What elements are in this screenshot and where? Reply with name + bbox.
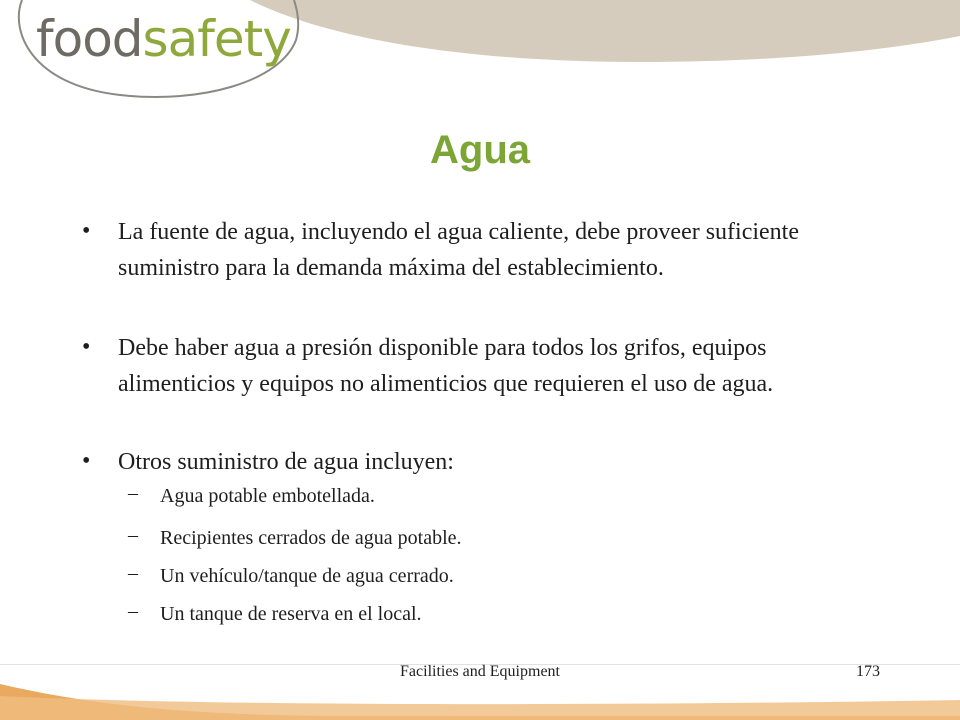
header-tan-swoosh bbox=[250, 0, 960, 62]
bullet-item: Debe haber agua a presión disponible para todos los grifos, equipos alimenticios y equipos no alimenticios que requieren el uso de agua. bbox=[118, 335, 774, 397]
sub-bullet-marker: – bbox=[128, 600, 138, 622]
sub-bullet-item: Un vehículo/tanque de agua cerrado. bbox=[160, 565, 454, 587]
bullet-marker: • bbox=[82, 218, 91, 244]
sub-bullet-item: Agua potable embotellada. bbox=[160, 485, 375, 507]
page-number: 173 bbox=[856, 663, 880, 680]
slide-title: Agua bbox=[430, 128, 530, 172]
sub-bullet-marker: – bbox=[128, 524, 138, 546]
bullet-marker: • bbox=[82, 334, 91, 360]
footer-label: Facilities and Equipment bbox=[400, 663, 560, 680]
footer-orange-band bbox=[0, 696, 960, 720]
logo-food-text: food bbox=[36, 10, 143, 68]
logo-safety-text: safety bbox=[142, 10, 291, 68]
bullet-item: La fuente de agua, incluyendo el agua caliente, debe proveer suficiente suministro para la demanda máxima del establecimiento. bbox=[118, 219, 799, 281]
sub-bullet-marker: – bbox=[128, 562, 138, 584]
bullet-item: Otros suministro de agua incluyen: bbox=[118, 449, 454, 475]
sub-bullet-marker: – bbox=[128, 482, 138, 504]
sub-bullet-item: Un tanque de reserva en el local. bbox=[160, 603, 422, 625]
sub-bullet-item: Recipientes cerrados de agua potable. bbox=[160, 527, 462, 549]
footer-decoration bbox=[0, 676, 960, 720]
foodsafety-logo bbox=[36, 2, 291, 76]
bullet-marker: • bbox=[82, 448, 91, 474]
